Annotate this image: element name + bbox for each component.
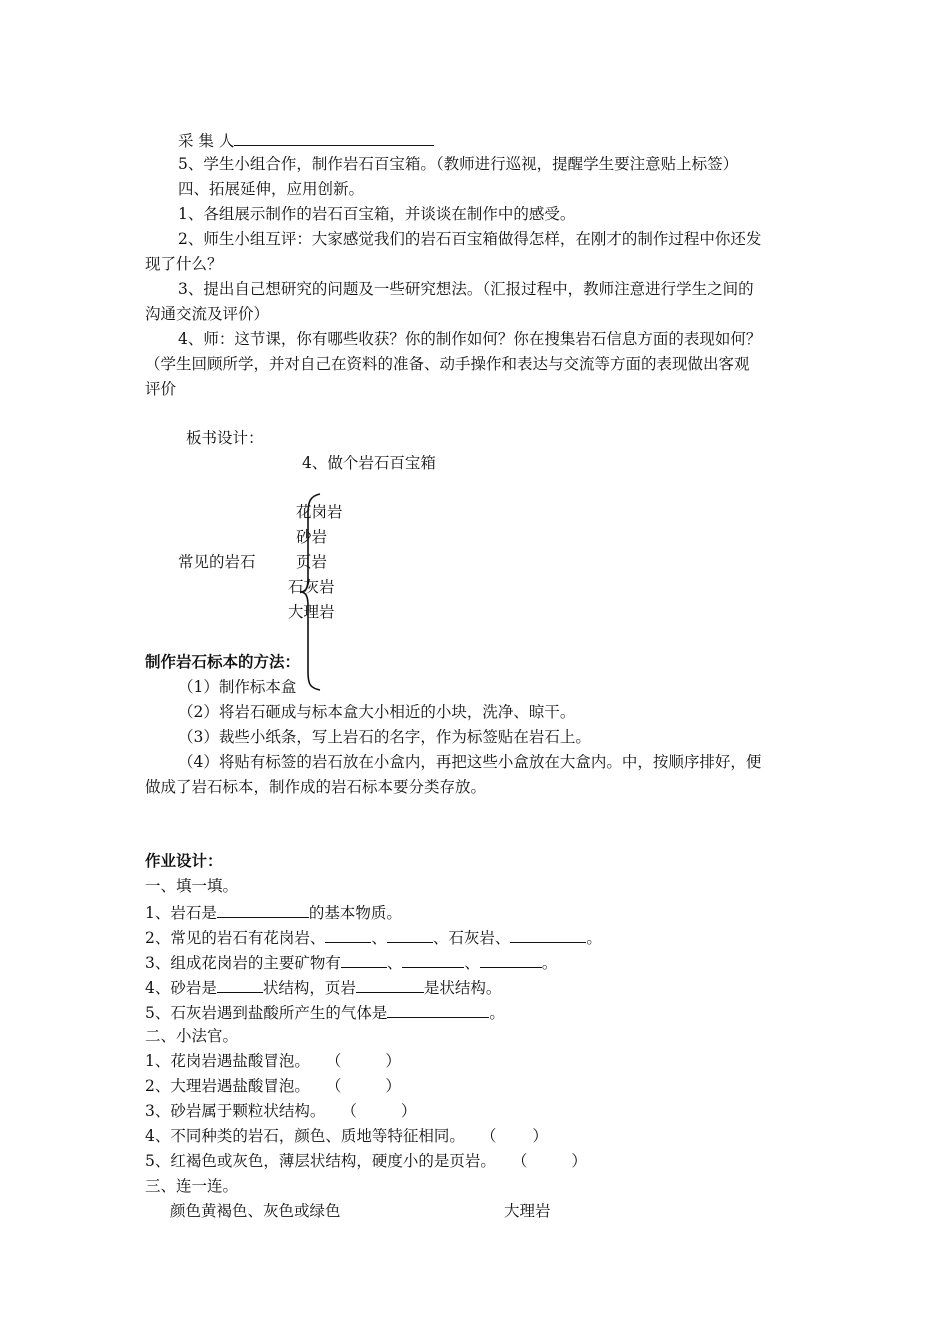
question-text: 、石灰岩、 bbox=[432, 929, 511, 947]
question-text: 。 bbox=[541, 954, 558, 972]
fill-question-3 bbox=[145, 951, 557, 973]
answer-blank[interactable] bbox=[325, 926, 371, 943]
answer-blank[interactable] bbox=[402, 951, 464, 968]
question-text: 。 bbox=[586, 929, 602, 947]
rock-item: 页岩 bbox=[296, 553, 328, 571]
homework-part-2: 二、小法官。 bbox=[145, 1027, 239, 1045]
method-heading: 制作岩石标本的方法： bbox=[145, 652, 301, 671]
rock-item: 石灰岩 bbox=[288, 578, 335, 596]
method-step-2: （2）将岩石砸成与标本盒大小相近的小块，洗净、晾干。 bbox=[178, 703, 576, 721]
question-text: 状结构，页岩 bbox=[262, 979, 356, 997]
answer-parentheses[interactable] bbox=[326, 1076, 401, 1096]
question-text: 的基本物质。 bbox=[308, 904, 402, 922]
rock-item: 花岗岩 bbox=[296, 503, 343, 521]
brace-icon bbox=[296, 492, 326, 692]
question-text: 5、石灰岩遇到盐酸所产生的气体是 bbox=[145, 1004, 388, 1022]
question-text: 、 bbox=[464, 954, 480, 972]
section-4-heading: 四、拓展延伸，应用创新。 bbox=[178, 180, 365, 198]
paren-close: ） bbox=[571, 1152, 587, 1170]
collector-label: 采 集 人 bbox=[178, 132, 235, 150]
paren-open: （ bbox=[341, 1102, 357, 1120]
question-text: 、 bbox=[386, 954, 403, 972]
paren-close: ） bbox=[385, 1077, 401, 1095]
paren-open: （ bbox=[480, 1127, 497, 1145]
paragraph-1: 1、各组展示制作的岩石百宝箱，并谈谈在制作中的感受。 bbox=[178, 205, 576, 223]
answer-parentheses[interactable] bbox=[481, 1126, 548, 1146]
question-text: 、 bbox=[371, 929, 387, 947]
match-right-item[interactable]: 大理岩 bbox=[504, 1202, 551, 1220]
match-left-item[interactable]: 颜色黄褐色、灰色或绿色 bbox=[170, 1202, 341, 1220]
paren-open: （ bbox=[325, 1077, 342, 1095]
board-design-label: 板书设计： bbox=[186, 429, 264, 447]
board-category: 常见的岩石 bbox=[178, 553, 256, 571]
judge-question-1 bbox=[145, 1051, 401, 1071]
method-step-4-line-1: （4）将贴有标签的岩石放在小盒内，再把这些小盒放在大盒内。中，按顺序排好，便 bbox=[178, 753, 762, 771]
method-step-4-line-2: 做成了岩石标本，制作成的岩石标本要分类存放。 bbox=[145, 778, 487, 796]
paragraph-4-line-3: 评价 bbox=[145, 380, 177, 398]
paragraph-3-line-2: 沟通交流及评价） bbox=[145, 305, 270, 323]
answer-blank[interactable] bbox=[480, 951, 542, 968]
answer-blank[interactable] bbox=[387, 1001, 489, 1018]
answer-parentheses[interactable] bbox=[341, 1101, 416, 1121]
paren-open: （ bbox=[511, 1152, 528, 1170]
rock-item: 砂岩 bbox=[296, 528, 328, 546]
paren-close: ） bbox=[385, 1052, 401, 1070]
method-step-3: （3）裁些小纸条，写上岩石的名字，作为标签贴在岩石上。 bbox=[178, 728, 591, 746]
question-text: 4、砂岩是 bbox=[145, 979, 217, 997]
answer-blank[interactable] bbox=[341, 951, 387, 968]
paren-close: ） bbox=[532, 1127, 548, 1145]
step-5: 5、学生小组合作，制作岩石百宝箱。（教师进行巡视，提醒学生要注意贴上标签） bbox=[178, 155, 739, 173]
board-title: 4、做个岩石百宝箱 bbox=[302, 454, 436, 472]
fill-question-5 bbox=[145, 1001, 505, 1023]
paren-open: （ bbox=[325, 1052, 342, 1070]
judge-question-2 bbox=[145, 1076, 401, 1096]
paragraph-4-line-1: 4、师：这节课，你有哪些收获？你的制作如何？你在搜集岩石信息方面的表现如何？ bbox=[178, 330, 762, 348]
answer-blank[interactable] bbox=[356, 976, 424, 993]
answer-parentheses[interactable] bbox=[326, 1051, 401, 1071]
question-text: 2、常见的岩石有花岗岩、 bbox=[145, 929, 326, 947]
fill-question-2 bbox=[145, 926, 602, 948]
judge-question-3 bbox=[145, 1101, 416, 1121]
homework-part-1: 一、填一填。 bbox=[145, 877, 239, 895]
paragraph-2-line-1: 2、师生小组互评：大家感觉我们的岩石百宝箱做得怎样，在刚才的制作过程中你还发 bbox=[178, 230, 762, 248]
answer-blank[interactable] bbox=[217, 976, 263, 993]
answer-parentheses[interactable] bbox=[512, 1151, 587, 1171]
question-text: 3、砂岩属于颗粒状结构。 bbox=[145, 1102, 326, 1120]
question-text: 4、不同种类的岩石，颜色、质地等特征相同。 bbox=[145, 1127, 465, 1145]
question-text: 是状结构。 bbox=[423, 979, 502, 997]
rock-item: 大理岩 bbox=[288, 603, 335, 621]
paren-close: ） bbox=[400, 1102, 417, 1120]
paragraph-4-line-2: （学生回顾所学，并对自己在资料的准备、动手操作和表达与交流等方面的表现做出客观 bbox=[145, 355, 750, 373]
answer-blank[interactable] bbox=[217, 901, 309, 918]
question-text: 。 bbox=[489, 1004, 505, 1022]
judge-question-4 bbox=[145, 1126, 548, 1146]
fill-question-1 bbox=[145, 901, 402, 923]
homework-part-3: 三、连一连。 bbox=[145, 1177, 239, 1195]
question-text: 3、组成花岗岩的主要矿物有 bbox=[145, 954, 341, 972]
homework-heading: 作业设计： bbox=[145, 851, 223, 870]
paragraph-3-line-1: 3、提出自己想研究的问题及一些研究想法。（汇报过程中，教师注意进行学生之间的 bbox=[178, 280, 754, 298]
question-text: 5、红褐色或灰色，薄层状结构，硬度小的是页岩。 bbox=[145, 1152, 496, 1170]
answer-blank[interactable] bbox=[510, 926, 586, 943]
question-text: 1、岩石是 bbox=[145, 904, 217, 922]
fill-question-4 bbox=[145, 976, 501, 998]
collector-blank bbox=[234, 129, 434, 146]
method-step-1: （1）制作标本盒 bbox=[178, 678, 297, 696]
question-text: 1、花岗岩遇盐酸冒泡。 bbox=[145, 1052, 310, 1070]
collector-line bbox=[178, 129, 434, 151]
judge-question-5 bbox=[145, 1151, 587, 1171]
question-text: 2、大理岩遇盐酸冒泡。 bbox=[145, 1077, 310, 1095]
answer-blank[interactable] bbox=[387, 926, 433, 943]
paragraph-2-line-2: 现了什么？ bbox=[145, 255, 223, 273]
